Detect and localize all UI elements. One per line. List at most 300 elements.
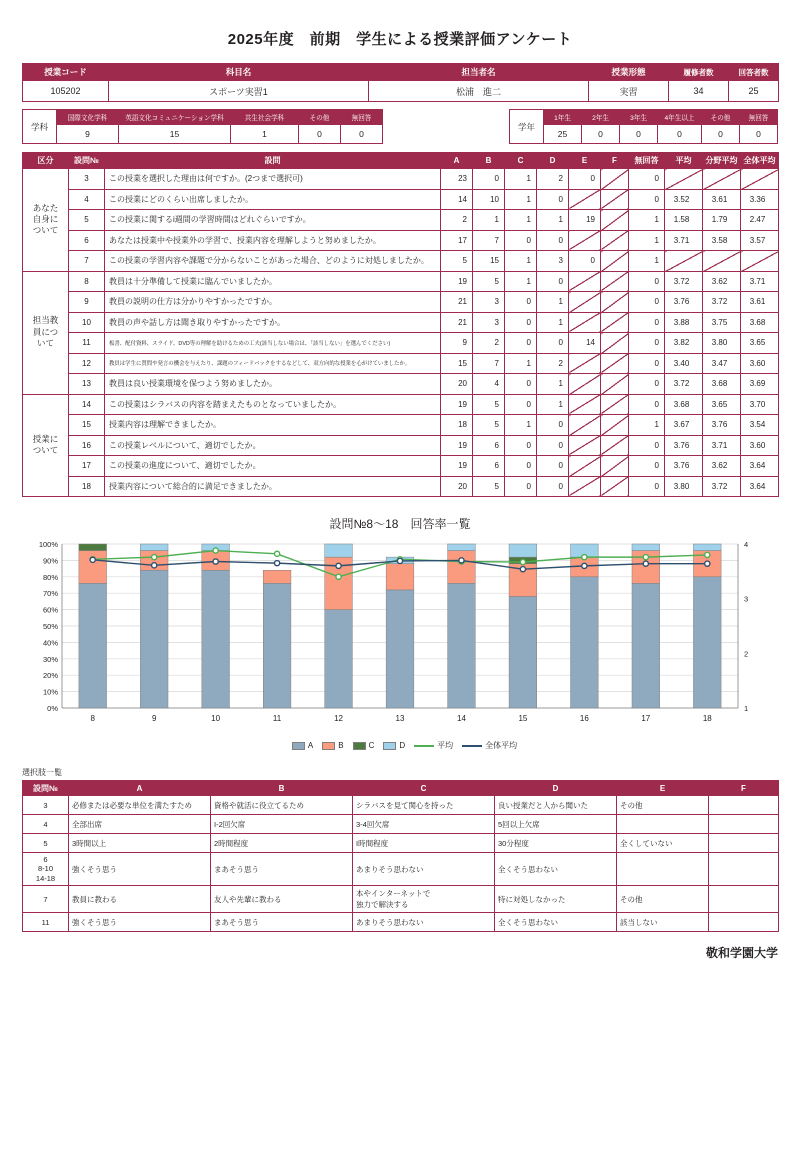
option-cell-f xyxy=(709,886,779,913)
option-cell-b: I-2回欠席 xyxy=(211,815,353,834)
svg-text:20%: 20% xyxy=(42,671,58,681)
cell-overall-average: 3.60 xyxy=(741,353,779,374)
cell-B: 5 xyxy=(473,271,505,292)
option-cell-d: 全くそう思わない xyxy=(495,913,617,932)
question-text: 教員は良い授業環境を保つよう努めましたか。 xyxy=(105,374,441,395)
svg-text:40%: 40% xyxy=(42,638,58,648)
table-row xyxy=(23,333,779,354)
cell-D: 1 xyxy=(537,210,569,231)
cell-overall-average: 3.61 xyxy=(741,292,779,313)
cell-D: 1 xyxy=(537,312,569,333)
section-label: あなた自身について xyxy=(23,169,69,272)
option-cell-c: シラバスを見て関心を持った xyxy=(353,796,495,815)
dept-value-2: 1 xyxy=(231,125,299,144)
opt-header-b: B xyxy=(211,781,353,796)
question-text: この授業の進度について、適切でしたか。 xyxy=(105,456,441,477)
cell-field-average xyxy=(703,251,741,272)
cell-overall-average: 3.65 xyxy=(741,333,779,354)
svg-text:4: 4 xyxy=(744,540,749,549)
option-cell-c: あまりそう思わない xyxy=(353,913,495,932)
table-row xyxy=(23,251,779,272)
cell-C: 0 xyxy=(505,333,537,354)
cell-average: 3.82 xyxy=(665,333,703,354)
option-cell-a: 3時間以上 xyxy=(69,834,211,853)
grade-header-2: 3年生 xyxy=(620,110,658,125)
cell-field-average: 3.75 xyxy=(703,312,741,333)
cell-average: 3.76 xyxy=(665,456,703,477)
cell-noanswer: 0 xyxy=(629,476,665,497)
cell-noanswer: 1 xyxy=(629,230,665,251)
university-name: 敬和学園大学 xyxy=(705,946,778,961)
cell-E xyxy=(569,435,601,456)
grade-value-5: 0 xyxy=(740,125,778,144)
cell-noanswer: 0 xyxy=(629,312,665,333)
option-cell-a: 教員に教わる xyxy=(69,886,211,913)
value-format: 実習 xyxy=(589,81,669,102)
cell-A: 19 xyxy=(441,435,473,456)
questions-table xyxy=(22,152,779,497)
cell-E: 0 xyxy=(569,169,601,190)
cell-noanswer: 1 xyxy=(629,210,665,231)
cell-F xyxy=(601,353,629,374)
cell-overall-average: 3.69 xyxy=(741,374,779,395)
option-cell-b: 友人や先輩に教わる xyxy=(211,886,353,913)
department-table xyxy=(22,109,383,144)
option-cell-a: 強くそう思う xyxy=(69,853,211,886)
question-number: 10 xyxy=(69,312,105,333)
options-table xyxy=(22,780,779,932)
option-cell-c: I時間程度 xyxy=(353,834,495,853)
question-text: 授業内容は理解できましたか。 xyxy=(105,415,441,436)
svg-text:16: 16 xyxy=(579,714,589,723)
option-cell-b: まあそう思う xyxy=(211,913,353,932)
cell-C: 0 xyxy=(505,230,537,251)
svg-text:13: 13 xyxy=(395,714,405,723)
grade-value-2: 0 xyxy=(620,125,658,144)
cell-F xyxy=(601,169,629,190)
table-row xyxy=(23,796,779,815)
cell-E xyxy=(569,456,601,477)
grade-header-4: その他 xyxy=(702,110,740,125)
table-row xyxy=(23,815,779,834)
value-enrolled: 34 xyxy=(669,81,729,102)
option-cell-d: 全くそう思わない xyxy=(495,853,617,886)
cell-average: 3.52 xyxy=(665,189,703,210)
cell-F xyxy=(601,476,629,497)
dept-header-4: 無回答 xyxy=(341,110,383,125)
cell-A: 17 xyxy=(441,230,473,251)
cell-field-average: 3.80 xyxy=(703,333,741,354)
col-header-field-average: 分野平均 xyxy=(703,153,741,169)
cell-average: 3.72 xyxy=(665,271,703,292)
col-header-a: A xyxy=(441,153,473,169)
question-number: 13 xyxy=(69,374,105,395)
option-cell-e: その他 xyxy=(617,886,709,913)
cell-C: 1 xyxy=(505,353,537,374)
table-row xyxy=(23,210,779,231)
svg-text:10: 10 xyxy=(211,714,221,723)
section-label: 授業について xyxy=(23,394,69,497)
col-header-format: 授業形態 xyxy=(589,64,669,81)
table-row xyxy=(23,415,779,436)
cell-F xyxy=(601,271,629,292)
cell-field-average: 3.72 xyxy=(703,476,741,497)
cell-B: 15 xyxy=(473,251,505,272)
question-text: この授業の学習内容や課題で分からないことがあった場合、どのように対処しましたか。 xyxy=(105,251,441,272)
cell-E: 0 xyxy=(569,251,601,272)
question-number: 4 xyxy=(69,189,105,210)
cell-B: 3 xyxy=(473,312,505,333)
cell-D: 0 xyxy=(537,415,569,436)
cell-A: 20 xyxy=(441,374,473,395)
dept-value-4: 0 xyxy=(341,125,383,144)
question-number: 18 xyxy=(69,476,105,497)
question-number: 9 xyxy=(69,292,105,313)
svg-text:2: 2 xyxy=(744,649,749,659)
cell-overall-average: 3.70 xyxy=(741,394,779,415)
table-row xyxy=(23,886,779,913)
cell-noanswer: 1 xyxy=(629,415,665,436)
option-cell-a: 全部出席 xyxy=(69,815,211,834)
cell-average: 3.71 xyxy=(665,230,703,251)
cell-C: 0 xyxy=(505,374,537,395)
cell-D: 1 xyxy=(537,394,569,415)
grade-header-1: 2年生 xyxy=(582,110,620,125)
option-cell-d: 30分程度 xyxy=(495,834,617,853)
question-number: 3 xyxy=(69,169,105,190)
cell-noanswer: 0 xyxy=(629,374,665,395)
legend-swatch-c xyxy=(353,742,366,750)
cell-field-average: 3.72 xyxy=(703,292,741,313)
option-cell-no: 4 xyxy=(23,815,69,834)
question-number: 7 xyxy=(69,251,105,272)
cell-A: 15 xyxy=(441,353,473,374)
table-row xyxy=(23,169,779,190)
cell-C: 1 xyxy=(505,189,537,210)
cell-C: 0 xyxy=(505,456,537,477)
cell-average: 3.76 xyxy=(665,435,703,456)
question-number: 8 xyxy=(69,271,105,292)
cell-overall-average: 3.57 xyxy=(741,230,779,251)
option-cell-f xyxy=(709,796,779,815)
value-responses: 25 xyxy=(729,81,779,102)
cell-A: 21 xyxy=(441,312,473,333)
table-header-row xyxy=(23,153,779,169)
dept-header-1: 英語文化コミュニケーション学科 xyxy=(119,110,231,125)
cell-D: 3 xyxy=(537,251,569,272)
question-number: 15 xyxy=(69,415,105,436)
report-page xyxy=(0,28,800,1159)
cell-B: 5 xyxy=(473,394,505,415)
cell-noanswer: 0 xyxy=(629,292,665,313)
option-cell-c: 本やインターネットで 独力で解決する xyxy=(353,886,495,913)
cell-overall-average: 3.54 xyxy=(741,415,779,436)
cell-A: 2 xyxy=(441,210,473,231)
cell-C: 0 xyxy=(505,292,537,313)
cell-C: 1 xyxy=(505,169,537,190)
question-text: この授業にどのくらい出席しましたか。 xyxy=(105,189,441,210)
dept-value-1: 15 xyxy=(119,125,231,144)
col-header-responses: 回答者数 xyxy=(729,64,779,81)
table-row xyxy=(23,435,779,456)
cell-A: 23 xyxy=(441,169,473,190)
option-cell-f xyxy=(709,834,779,853)
cell-noanswer: 0 xyxy=(629,333,665,354)
cell-B: 5 xyxy=(473,476,505,497)
cell-average: 3.68 xyxy=(665,394,703,415)
cell-field-average: 3.65 xyxy=(703,394,741,415)
cell-average: 1.58 xyxy=(665,210,703,231)
option-cell-e xyxy=(617,815,709,834)
cell-field-average: 3.47 xyxy=(703,353,741,374)
legend-label-d: D xyxy=(399,741,406,750)
cell-B: 7 xyxy=(473,230,505,251)
svg-text:12: 12 xyxy=(334,714,343,723)
cell-F xyxy=(601,394,629,415)
col-header-c: C xyxy=(505,153,537,169)
option-cell-f xyxy=(709,815,779,834)
cell-F xyxy=(601,210,629,231)
cell-E: 19 xyxy=(569,210,601,231)
option-cell-b: 2時間程度 xyxy=(211,834,353,853)
cell-A: 19 xyxy=(441,271,473,292)
cell-D: 2 xyxy=(537,169,569,190)
svg-text:3: 3 xyxy=(744,594,749,604)
col-header-b: B xyxy=(473,153,505,169)
cell-F xyxy=(601,435,629,456)
opt-header-no: 設問№ xyxy=(23,781,69,796)
col-header-average: 平均 xyxy=(665,153,703,169)
cell-C: 1 xyxy=(505,415,537,436)
cell-A: 21 xyxy=(441,292,473,313)
cell-average: 3.40 xyxy=(665,353,703,374)
cell-C: 1 xyxy=(505,210,537,231)
table-row xyxy=(23,64,779,81)
table-row xyxy=(23,312,779,333)
table-row xyxy=(510,125,778,144)
cell-overall-average: 3.64 xyxy=(741,476,779,497)
question-number: 11 xyxy=(69,333,105,354)
option-cell-e: 全くしていない xyxy=(617,834,709,853)
cell-D: 2 xyxy=(537,353,569,374)
value-code: 105202 xyxy=(23,81,109,102)
cell-D: 0 xyxy=(537,271,569,292)
col-header-f: F xyxy=(601,153,629,169)
cell-E xyxy=(569,394,601,415)
cell-B: 3 xyxy=(473,292,505,313)
col-header-d: D xyxy=(537,153,569,169)
cell-noanswer: 0 xyxy=(629,189,665,210)
grade-value-3: 0 xyxy=(658,125,702,144)
cell-B: 7 xyxy=(473,353,505,374)
cell-E xyxy=(569,353,601,374)
cell-overall-average xyxy=(741,251,779,272)
legend-label-全体平均: 全体平均 xyxy=(485,741,518,750)
col-header-noanswer: 無回答 xyxy=(629,153,665,169)
cell-B: 5 xyxy=(473,415,505,436)
opt-header-d: D xyxy=(495,781,617,796)
svg-text:80%: 80% xyxy=(42,572,58,582)
option-cell-d: 5回以上欠席 xyxy=(495,815,617,834)
page-title: 2025年度 前期 学生による授業評価アンケート xyxy=(227,31,573,48)
option-cell-no: 6 8-10 14-18 xyxy=(23,853,69,886)
cell-A: 9 xyxy=(441,333,473,354)
cell-C: 1 xyxy=(505,251,537,272)
cell-average: 3.88 xyxy=(665,312,703,333)
response-rate-chart xyxy=(22,536,778,736)
course-info-table xyxy=(22,63,779,102)
cell-overall-average: 3.36 xyxy=(741,189,779,210)
option-cell-f xyxy=(709,913,779,932)
grade-label: 学年 xyxy=(510,110,544,144)
grade-table xyxy=(509,109,778,144)
table-row xyxy=(23,230,779,251)
dept-header-3: その他 xyxy=(299,110,341,125)
option-cell-e: 該当しない xyxy=(617,913,709,932)
col-header-code: 授業コード xyxy=(23,64,109,81)
legend-line-平均 xyxy=(414,745,434,747)
cell-D: 0 xyxy=(537,230,569,251)
cell-F xyxy=(601,230,629,251)
opt-header-e: E xyxy=(617,781,709,796)
grade-value-1: 0 xyxy=(582,125,620,144)
cell-average: 3.76 xyxy=(665,292,703,313)
option-cell-c: 3-4回欠席 xyxy=(353,815,495,834)
option-cell-b: まあそう思う xyxy=(211,853,353,886)
question-text: この授業に関するi週間の学習時間はどれぐらいですか。 xyxy=(105,210,441,231)
cell-B: 2 xyxy=(473,333,505,354)
cell-average: 3.80 xyxy=(665,476,703,497)
svg-text:1: 1 xyxy=(744,704,749,713)
cell-A: 5 xyxy=(441,251,473,272)
svg-text:18: 18 xyxy=(702,714,712,723)
svg-text:9: 9 xyxy=(151,714,157,723)
cell-noanswer: 0 xyxy=(629,271,665,292)
cell-E: 14 xyxy=(569,333,601,354)
grade-header-5: 無回答 xyxy=(740,110,778,125)
option-cell-f xyxy=(709,853,779,886)
cell-field-average: 3.58 xyxy=(703,230,741,251)
cell-C: 0 xyxy=(505,435,537,456)
cell-E xyxy=(569,189,601,210)
cell-E xyxy=(569,292,601,313)
question-number: 5 xyxy=(69,210,105,231)
question-text: 板書、配付資料、スライド、DVD等の理解を助けるための工夫(該当しない場合は、「該当しない」を選んでください) xyxy=(105,333,441,354)
cell-field-average: 3.62 xyxy=(703,456,741,477)
table-row xyxy=(23,834,779,853)
col-header-instructor: 担当者名 xyxy=(369,64,589,81)
cell-B: 6 xyxy=(473,435,505,456)
svg-text:0%: 0% xyxy=(47,704,58,713)
demographics-row xyxy=(22,109,778,144)
svg-text:8: 8 xyxy=(90,714,95,723)
value-subject: スポーツ実習1 xyxy=(109,81,369,102)
option-cell-a: 強くそう思う xyxy=(69,913,211,932)
question-text: 教員は学生に質問や発言の機会を与えたり、課題のフィードバックをするなどして、双方向的な授業を心がけていましたか。 xyxy=(105,353,441,374)
table-row xyxy=(23,913,779,932)
grade-value-0: 25 xyxy=(544,125,582,144)
option-cell-no: 3 xyxy=(23,796,69,815)
cell-B: 1 xyxy=(473,210,505,231)
legend-label-平均: 平均 xyxy=(437,741,454,750)
cell-D: 0 xyxy=(537,333,569,354)
cell-F xyxy=(601,333,629,354)
question-text: この授業はシラバスの内容を踏まえたものとなっていましたか。 xyxy=(105,394,441,415)
cell-noanswer: 1 xyxy=(629,251,665,272)
svg-text:10%: 10% xyxy=(42,687,58,697)
col-header-section: 区分 xyxy=(23,153,69,169)
svg-text:30%: 30% xyxy=(42,654,58,664)
cell-C: 0 xyxy=(505,312,537,333)
cell-noanswer: 0 xyxy=(629,169,665,190)
question-number: 12 xyxy=(69,353,105,374)
chart-legend xyxy=(0,740,800,751)
cell-overall-average: 2.47 xyxy=(741,210,779,231)
svg-text:70%: 70% xyxy=(42,589,58,599)
cell-noanswer: 0 xyxy=(629,353,665,374)
dept-value-3: 0 xyxy=(299,125,341,144)
table-row xyxy=(23,81,779,102)
col-header-qno: 設問№ xyxy=(69,153,105,169)
cell-F xyxy=(601,415,629,436)
cell-field-average: 3.68 xyxy=(703,374,741,395)
option-cell-no: 7 xyxy=(23,886,69,913)
cell-D: 0 xyxy=(537,456,569,477)
svg-text:17: 17 xyxy=(641,714,651,723)
legend-swatch-d xyxy=(383,742,396,750)
cell-B: 0 xyxy=(473,169,505,190)
svg-text:50%: 50% xyxy=(42,622,58,631)
cell-overall-average xyxy=(741,169,779,190)
cell-overall-average: 3.71 xyxy=(741,271,779,292)
svg-text:14: 14 xyxy=(457,714,466,723)
cell-D: 0 xyxy=(537,189,569,210)
cell-field-average: 3.61 xyxy=(703,189,741,210)
table-row xyxy=(23,292,779,313)
question-text: 教員は十分準備して授業に臨んでいましたか。 xyxy=(105,271,441,292)
table-row xyxy=(23,853,779,886)
info-section xyxy=(22,63,778,497)
cell-C: 0 xyxy=(505,394,537,415)
col-header-subject: 科目名 xyxy=(109,64,369,81)
cell-B: 6 xyxy=(473,456,505,477)
cell-C: 0 xyxy=(505,476,537,497)
cell-E xyxy=(569,230,601,251)
option-cell-no: 5 xyxy=(23,834,69,853)
cell-noanswer: 0 xyxy=(629,394,665,415)
table-header-row xyxy=(23,781,779,796)
grade-header-3: 4年生以上 xyxy=(658,110,702,125)
cell-field-average: 3.71 xyxy=(703,435,741,456)
option-cell-d: 特に対処しなかった xyxy=(495,886,617,913)
cell-F xyxy=(601,456,629,477)
legend-label-a: A xyxy=(307,741,314,750)
question-text: 授業内容について総合的に満足できましたか。 xyxy=(105,476,441,497)
cell-F xyxy=(601,189,629,210)
table-row xyxy=(23,125,383,144)
legend-label-b: B xyxy=(338,741,344,750)
cell-overall-average: 3.60 xyxy=(741,435,779,456)
col-header-enrolled: 履修者数 xyxy=(669,64,729,81)
opt-header-f: F xyxy=(709,781,779,796)
question-number: 6 xyxy=(69,230,105,251)
cell-A: 19 xyxy=(441,394,473,415)
opt-header-c: C xyxy=(353,781,495,796)
cell-D: 0 xyxy=(537,476,569,497)
cell-average xyxy=(665,251,703,272)
cell-field-average: 3.76 xyxy=(703,415,741,436)
table-row xyxy=(23,456,779,477)
